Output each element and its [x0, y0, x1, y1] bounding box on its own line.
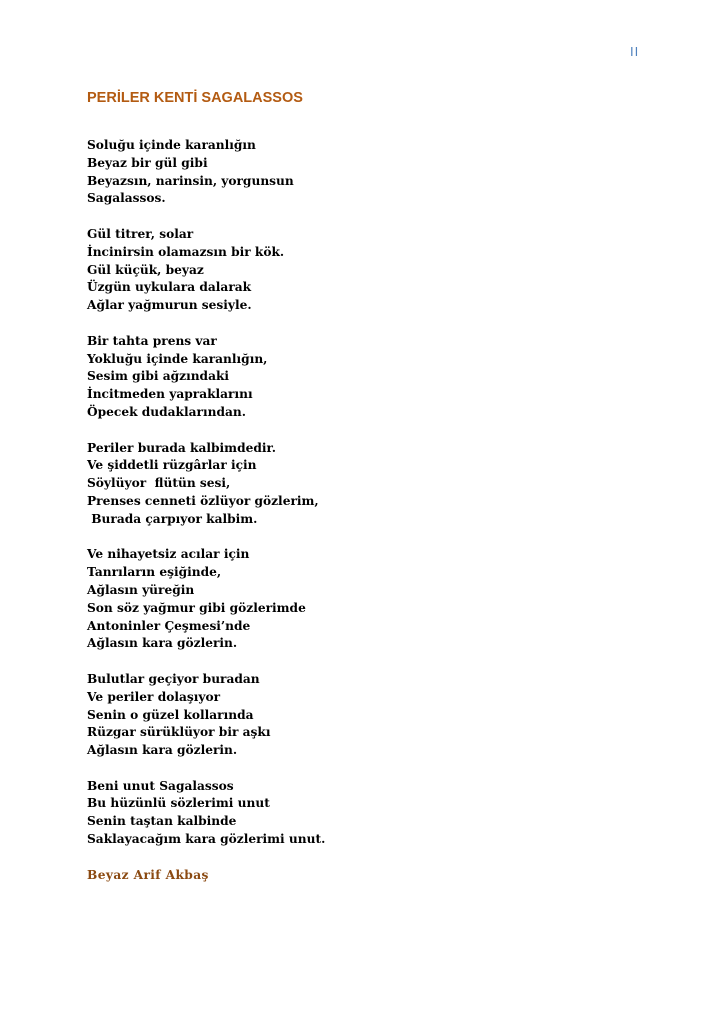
poem-line: Bir tahta prens var — [87, 333, 217, 348]
stanza — [87, 778, 647, 849]
stanza — [87, 671, 647, 760]
poem-line: Öpecek dudaklarından. — [87, 404, 246, 419]
poem-line: Ve nihayetsiz acılar için — [87, 547, 250, 562]
poem-line: Söylüyor flütün sesi, — [87, 476, 231, 491]
poem-line: Üzgün uykulara dalarak — [87, 280, 252, 295]
stanza — [87, 440, 647, 529]
poem-line: Beni unut Sagalassos — [87, 778, 234, 793]
poem-line: Burada çarpıyor kalbim. — [87, 511, 258, 526]
stanza — [87, 226, 647, 315]
stanza — [87, 137, 647, 208]
poem-line: Tanrıların eşiğinde, — [87, 565, 222, 580]
poem-line: Rüzgar sürüklüyor bir aşkı — [87, 725, 271, 740]
poem-line: Prenses cenneti özlüyor gözlerim, — [87, 493, 319, 508]
stanza — [87, 333, 647, 422]
stanza — [87, 546, 647, 653]
poem-line: Periler burada kalbimdedir. — [87, 440, 277, 455]
poem-line: Son söz yağmur gibi gözlerimde — [87, 600, 306, 615]
poem-line: Soluğu içinde karanlığın — [87, 138, 256, 152]
poem-line: Ve periler dolaşıyor — [87, 689, 221, 704]
poem-line: Ve şiddetli rüzgârlar için — [87, 458, 257, 473]
poem-line: Ağlasın yüreğin — [87, 582, 195, 597]
poem-line: Senin taştan kalbinde — [87, 814, 237, 829]
poem-line: Sagalassos. — [87, 191, 166, 206]
poem-line: Bu hüzünlü sözlerimi unut — [87, 796, 270, 811]
poem-line: Sesim gibi ağzındaki — [87, 369, 230, 384]
stanza-list — [87, 137, 647, 849]
poem-title: PERİLER KENTİ SAGALASSOS — [87, 90, 303, 106]
poem-line: Beyazsın, narinsin, yorgunsun — [87, 173, 294, 188]
poem-line: Ağlasın kara gözlerin. — [87, 743, 238, 758]
page-number: II — [630, 44, 640, 59]
poem-line: Beyaz bir gül gibi — [87, 155, 208, 170]
poem-line: İncitmeden yapraklarını — [87, 387, 253, 402]
poem-author: Beyaz Arif Akbaş — [87, 867, 209, 882]
poem-line: Antoninler Çeşmesi’nde — [87, 618, 251, 633]
poem-line: Saklayacağım kara gözlerimi unut. — [87, 832, 326, 847]
poem-line: Gül titrer, solar — [87, 226, 194, 241]
poem-line: Bulutlar geçiyor buradan — [87, 671, 260, 686]
poem-line: Gül küçük, beyaz — [87, 262, 204, 277]
poem-line: Senin o güzel kollarında — [87, 707, 254, 722]
poem-line: Ağlar yağmurun sesiyle. — [87, 298, 252, 313]
poem-line: Ağlasın kara gözlerin. — [87, 636, 238, 651]
poem-body — [87, 137, 647, 884]
poem-line: Yokluğu içinde karanlığın, — [87, 351, 268, 366]
poem-line: İncinirsin olamazsın bir kök. — [87, 244, 285, 259]
